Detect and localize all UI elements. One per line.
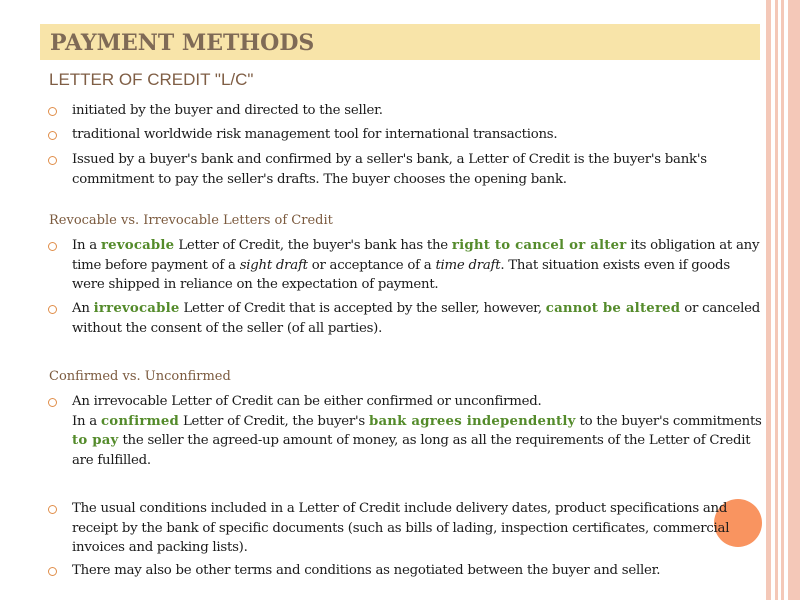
bullet-icon bbox=[48, 505, 57, 514]
revocable-section-heading: Revocable vs. Irrevocable Letters of Credit bbox=[49, 213, 333, 228]
page-title: PAYMENT METHODS bbox=[40, 24, 760, 60]
bullet-icon bbox=[48, 398, 57, 407]
text-run: or acceptance of a bbox=[307, 257, 436, 273]
highlight-bank-agrees: bank agrees independently bbox=[368, 413, 576, 429]
italic-time-draft: time draft bbox=[435, 257, 501, 273]
list-item: There may also be other terms and conditions as negotiated between the buyer and seller. bbox=[72, 563, 661, 578]
text-run: . That situation exists even if goods were shipped in reliance on the expectation of payment. bbox=[72, 257, 730, 292]
stripe bbox=[766, 0, 771, 600]
text-run: or canceled without the consent of the seller (of all parties). bbox=[72, 301, 761, 336]
confirmed-section-heading: Confirmed vs. Unconfirmed bbox=[49, 369, 231, 384]
bullet-icon bbox=[48, 305, 57, 314]
list-item bbox=[72, 392, 762, 470]
highlight-cannot-be-altered: cannot be altered bbox=[545, 301, 681, 316]
text-run: its obligation at any time before payment of a bbox=[72, 238, 760, 273]
stripe bbox=[775, 0, 778, 600]
text-run: to the buyer's commitments bbox=[575, 413, 762, 429]
stripe bbox=[781, 0, 784, 600]
text-run: In a bbox=[72, 238, 101, 253]
list-item: The usual conditions included in a Letter of Credit include delivery dates, product specifications and receipt by the bank of specific documents (such as bills of lading, inspection certificates, commercial invoices and packing lists). bbox=[72, 501, 730, 555]
text-run: Letter of Credit that is accepted by the seller, however, bbox=[179, 301, 546, 316]
list-item: traditional worldwide risk management tool for international transactions. bbox=[72, 127, 558, 142]
list-item bbox=[72, 299, 762, 338]
list-item: initiated by the buyer and directed to the seller. bbox=[72, 103, 383, 118]
text-run: Letter of Credit, the buyer's bank has the bbox=[174, 238, 452, 253]
text-run: An bbox=[72, 301, 94, 316]
bullet-icon bbox=[48, 131, 57, 140]
bullet-icon bbox=[48, 156, 57, 165]
highlight-right-to-cancel: right to cancel or alter bbox=[451, 238, 627, 253]
highlight-revocable: revocable bbox=[100, 238, 175, 253]
italic-sight-draft: sight draft bbox=[239, 257, 308, 273]
bullet-icon bbox=[48, 107, 57, 116]
bullet-icon bbox=[48, 567, 57, 576]
bullet-icon bbox=[48, 242, 57, 251]
highlight-confirmed: confirmed bbox=[100, 413, 179, 429]
stripe bbox=[788, 0, 800, 600]
letter-of-credit-heading: LETTER OF CREDIT "L/C" bbox=[49, 70, 254, 89]
text-run: In a bbox=[72, 413, 101, 429]
list-item bbox=[72, 236, 762, 295]
text-run: the seller the agreed-up amount of money, as long as all the requirements of the Letter of Credit are fulfilled. bbox=[72, 433, 751, 468]
text-run: Letter of Credit, the buyer's bbox=[179, 413, 369, 429]
decorative-stripes bbox=[766, 0, 800, 600]
highlight-to-pay: to pay bbox=[72, 433, 119, 448]
text-run: An irrevocable Letter of Credit can be either confirmed or unconfirmed. bbox=[72, 394, 542, 409]
list-item: Issued by a buyer's bank and confirmed by a seller's bank, a Letter of Credit is the buyer's bank's commitment to pay the seller's drafts. The buyer chooses the opening bank. bbox=[72, 152, 707, 187]
highlight-irrevocable: irrevocable bbox=[93, 301, 180, 316]
